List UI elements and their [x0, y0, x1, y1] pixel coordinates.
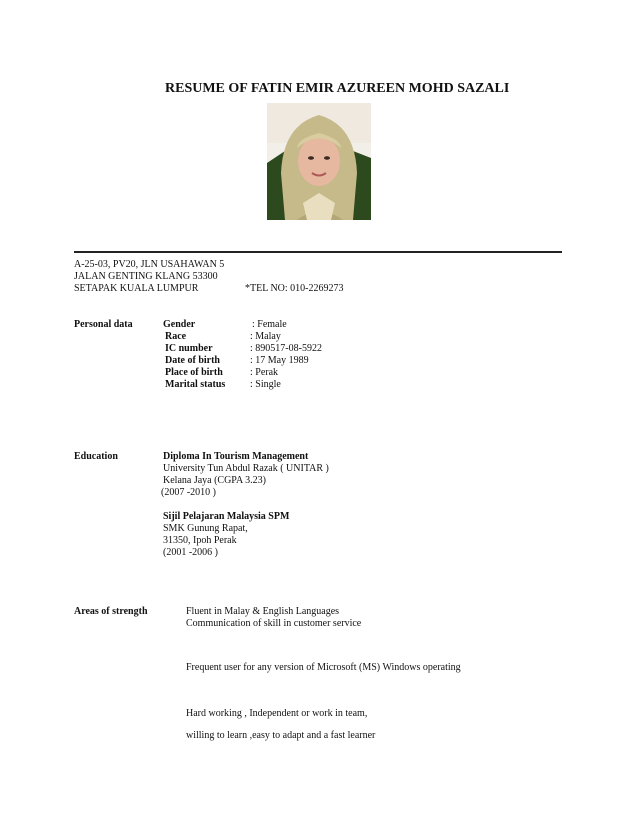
field-value: : Malay [250, 331, 281, 342]
field-label: Place of birth [165, 367, 223, 378]
education-detail: University Tun Abdul Razak ( UNITAR ) [163, 463, 329, 474]
page-title: RESUME OF FATIN EMIR AZUREEN MOHD SAZALI [165, 81, 510, 96]
field-label: Gender [163, 319, 196, 330]
education-detail: Kelana Jaya (CGPA 3.23) [163, 475, 266, 486]
field-value: : 17 May 1989 [250, 355, 309, 366]
education-heading: Education [74, 451, 118, 462]
profile-photo-graphic [267, 103, 371, 220]
strength-item: Communication of skill in customer service [186, 618, 362, 629]
header-divider [74, 251, 562, 253]
telephone: *TEL NO: 010-2269273 [245, 283, 344, 294]
address-line-3: SETAPAK KUALA LUMPUR [74, 283, 199, 294]
education-title: Sijil Pelajaran Malaysia SPM [163, 511, 290, 522]
education-detail: SMK Gunung Rapat, [163, 523, 248, 534]
field-value: : Perak [250, 367, 279, 378]
education-title: Diploma In Tourism Management [163, 451, 309, 462]
field-label: IC number [165, 343, 213, 354]
address-line-1: A-25-03, PV20, JLN USAHAWAN 5 [74, 259, 225, 270]
field-value: : Single [250, 379, 281, 390]
address-line-2: JALAN GENTING KLANG 53300 [74, 271, 218, 282]
field-label: Race [165, 331, 187, 342]
strength-item: Fluent in Malay & English Languages [186, 606, 340, 617]
education-detail: (2001 -2006 ) [163, 547, 218, 558]
field-value: : 890517-08-5922 [250, 343, 322, 354]
strength-item: Hard working , Independent or work in team, [186, 708, 368, 719]
strength-item: Frequent user for any version of Microsoft (MS) Windows operating [186, 662, 461, 673]
field-label: Marital status [165, 379, 226, 390]
strength-heading: Areas of strength [74, 606, 148, 617]
education-detail: 31350, Ipoh Perak [163, 535, 237, 546]
field-value: : Female [252, 319, 287, 330]
personal-data-heading: Personal data [74, 319, 133, 330]
profile-photo [267, 103, 371, 220]
field-label: Date of birth [165, 355, 220, 366]
education-detail: (2007 -2010 ) [161, 487, 216, 498]
strength-item: willing to learn ,easy to adapt and a fast learner [186, 730, 376, 741]
